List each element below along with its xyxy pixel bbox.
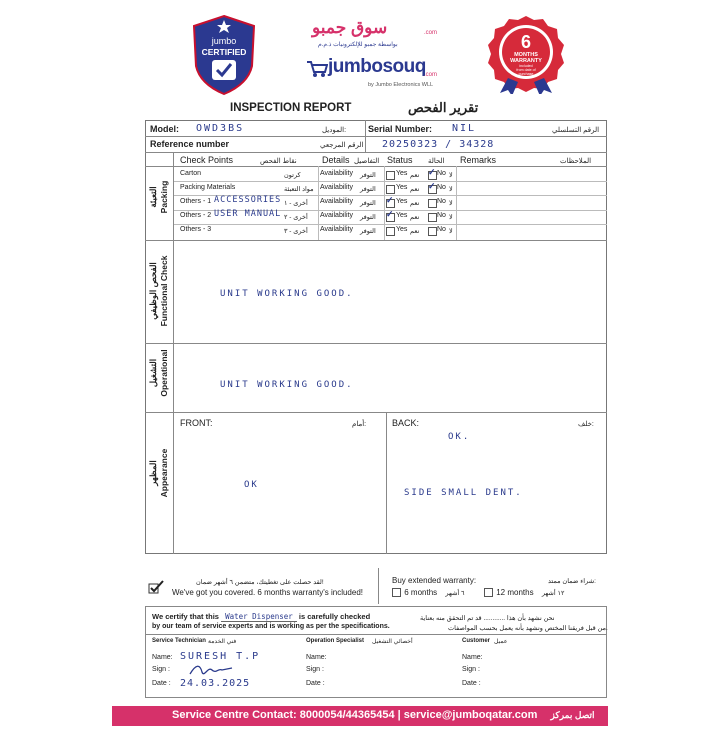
packing-row-detail-ar: التوفر [360,186,376,193]
certify-ar-1: نحن نشهد بأن هذا ............ قد تم التحقق منه بعناية [420,615,555,622]
packing-row-detail-ar: التوفر [360,172,376,179]
packing-row-no-checkbox[interactable] [428,199,437,208]
packing-row-no: No [437,198,446,205]
certify-line2: by our team of service experts and is working as per the specifications. [152,623,390,630]
col-remarks: Remarks [460,155,497,165]
logo-ar-com: .com [424,30,438,36]
technician-title: Service Technician [152,638,206,644]
packing-row-no: No [437,226,446,233]
packing-row-yes-ar: نعم [410,200,420,207]
customer-name-label: Name: [462,654,483,661]
col-details-ar: التفاصيل [354,158,380,165]
warranty-line3: included [519,64,533,68]
packing-row-label: Carton [180,170,202,177]
packing-row-label-ar: كرتون [284,172,301,179]
customer-title-ar: عميل [494,639,508,645]
packing-side-label [148,169,169,225]
jumbo-souq-logo [306,58,441,94]
extended-12-checkbox[interactable] [484,588,493,597]
appearance-side-en: Appearance [159,448,169,498]
packing-row-yes-ar: نعم [410,186,420,193]
model-label-ar: الموديل: [322,127,347,134]
warranty-line1: MONTHS [514,52,538,58]
report-title-ar: تقرير الفحص [408,100,479,115]
packing-row-yes-ar: نعم [410,214,420,221]
back-note-2: SIDE SMALL DENT. [404,488,523,498]
packing-row-yes: Yes [396,212,408,219]
col-check-points: Check Points [180,155,234,165]
packing-row-label-ar: أخرى - ٣ [284,228,308,235]
packing-row-handwritten: ACCESSORIES [214,195,282,205]
certify-ar-2: من قبل فريقنا المختص ونشهد بأنه يعمل بحسب المواصفات. [448,625,608,632]
footer-contact: Service Centre Contact: 8000054/44365454 | service@jumboqatar.com [172,709,538,721]
front-note: OK [244,480,259,490]
footer-contact-bar [112,706,608,738]
back-label: BACK: [392,418,420,428]
model-value: OWD3BS [196,123,245,134]
footer-contact-ar: اتصل بمركز الخدمة: [172,710,595,738]
serial-label: Serial Number: [368,124,433,134]
packing-row-yes-ar: نعم [410,228,420,235]
packing-row-no-ar: لا [449,172,453,179]
operational-side-en: Operational [159,349,169,397]
shield-line2: CERTIFIED [201,47,247,57]
checkmark-icon: ✓ [386,209,394,219]
col-details: Details [322,155,350,165]
packing-row-detail: Availability [320,198,353,205]
covered-en: We've got you covered. 6 months warranty's included! [172,588,364,597]
packing-row-no-ar: لا [449,228,453,235]
functional-side-label [148,246,169,336]
packing-row-no-checkbox[interactable] [428,213,437,222]
packing-row-no-ar: لا [449,200,453,207]
extended-label: Buy extended warranty: [392,576,477,585]
packing-row-detail: Availability [320,226,353,233]
logo-en-com: .com [424,72,438,78]
warranty-badge [486,14,566,94]
packing-side-en: Packing [159,180,169,214]
packing-row-label: Others - 1 [180,198,212,205]
logo-ar-sub: بواسطة جمبو للإلكترونيات ذ.م.م [318,42,398,48]
checkmark-icon: ✓ [428,167,436,177]
specialist-title-ar: أخصائي التشغيل [372,639,413,645]
reference-value: 20250323 / 34328 [382,139,495,150]
serial-value: NIL [452,123,477,134]
customer-sign-label: Sign : [462,666,480,673]
extended-12-label: 12 months [496,588,534,597]
col-check-points-ar: نقاط الفحص [260,158,297,165]
packing-row-label: Packing Materials [180,184,236,191]
packing-row-no: No [437,170,446,177]
jumbo-certified-badge [192,14,256,96]
packing-row-label-ar: أخرى - ١ [284,200,308,207]
packing-row-detail-ar: التوفر [360,228,376,235]
packing-row-detail-ar: التوفر [360,214,376,221]
report-title: INSPECTION REPORT [230,102,352,114]
specialist-date-label: Date : [306,680,325,687]
serial-label-ar: الرقم التسلسلي [552,127,600,134]
packing-row-yes-checkbox[interactable] [386,171,395,180]
specialist-title: Operation Specialist [306,638,365,644]
specialist-name-label: Name: [306,654,327,661]
warranty-line4: from date of [516,68,536,72]
warranty-number: 6 [520,32,532,52]
certify-line1-a: We certify that this [152,612,219,621]
appearance-side-ar: المظهر [148,460,158,486]
packing-row-handwritten: USER MANUAL [214,209,282,219]
packing-row-label: Others - 3 [180,226,212,233]
checkmark-icon: ✓ [428,181,436,191]
packing-row-yes-checkbox[interactable] [386,227,395,236]
packing-row-detail-ar: التوفر [360,200,376,207]
shield-line1: jumbo [211,36,237,46]
logo-en-main: jumbosouq [328,56,426,77]
specialist-sign-label: Sign : [306,666,324,673]
packing-row-no: No [437,184,446,191]
warranty-line2: WARRANTY [510,58,542,64]
front-label-ar: أمام: [352,421,367,428]
extended-6-checkbox[interactable] [392,588,401,597]
packing-row-yes: Yes [396,170,408,177]
technician-title-ar: فني الخدمة [208,639,237,645]
packing-row-yes: Yes [396,226,408,233]
warranty-line5: purchase [518,72,534,76]
certify-product: Water Dispenser [221,612,297,622]
functional-note: UNIT WORKING GOOD. [220,289,354,299]
certify-line1 [152,612,370,621]
reference-label: Reference number [150,139,230,149]
packing-row-no-checkbox[interactable] [428,227,437,236]
back-label-ar: خلف: [578,421,594,428]
packing-row-detail: Availability [320,212,353,219]
cart-icon [306,60,328,78]
packing-row-no: No [437,212,446,219]
back-note-1: OK. [448,432,471,442]
extended-6-label-ar: ٦ أشهر [445,590,465,597]
packing-row-yes: Yes [396,184,408,191]
extended-12-months[interactable] [484,588,564,597]
packing-row-label-ar: مواد التعبئة [284,186,314,193]
functional-side-ar: الفحص الوظيفي [148,262,158,320]
certify-line1-b: is carefully checked [298,612,371,621]
packing-row-detail: Availability [320,170,353,177]
col-status-ar: الحالة [428,158,445,165]
technician-sign-label: Sign : [152,666,170,673]
extended-6-months[interactable] [392,588,465,597]
functional-side-en: Functional Check [159,255,169,327]
col-status: Status [387,155,413,165]
packing-row-detail: Availability [320,184,353,191]
operational-side-label [148,342,169,404]
model-label: Model: [150,124,179,134]
packing-row-no-ar: لا [449,214,453,221]
technician-name-label: Name: [152,654,173,661]
operational-side-ar: التشغيل [148,358,158,388]
packing-row-yes: Yes [396,198,408,205]
extended-label-ar: شراء ضمان ممتد: [548,578,596,585]
packing-row-label: Others - 2 [180,212,212,219]
packing-row-no-ar: لا [449,186,453,193]
appearance-side-label [148,434,169,512]
technician-date: 24.03.2025 [180,678,251,689]
extended-6-label: 6 months [404,588,438,597]
customer-title: Customer [462,638,491,644]
extended-12-label-ar: ١٢ أشهر [541,590,565,597]
packing-row-yes-checkbox[interactable] [386,185,395,194]
packing-side-ar: التعبئة [148,186,158,208]
operational-note: UNIT WORKING GOOD. [220,380,354,390]
logo-en-sub: by Jumbo Electronics WLL [368,82,434,88]
checkmark-icon: ✓ [386,195,394,205]
checkmark-icon [148,579,164,595]
technician-date-label: Date : [152,680,171,687]
packing-row-label-ar: أخرى - ٢ [284,214,308,221]
packing-row-yes-ar: نعم [410,172,420,179]
jumbo-souq-arabic-logo [306,18,441,54]
col-remarks-ar: الملاحظات [560,158,592,165]
reference-label-ar: الرقم المرجعي [320,142,364,149]
covered-ar: لقد حصلت على تغطيتك، متضمن ٦ أشهر ضمان! [196,579,324,586]
technician-name: SURESH T.P [180,651,261,662]
front-label: FRONT: [180,418,213,428]
logo-ar-main: سوق جمبو [312,18,388,37]
customer-date-label: Date : [462,680,481,687]
